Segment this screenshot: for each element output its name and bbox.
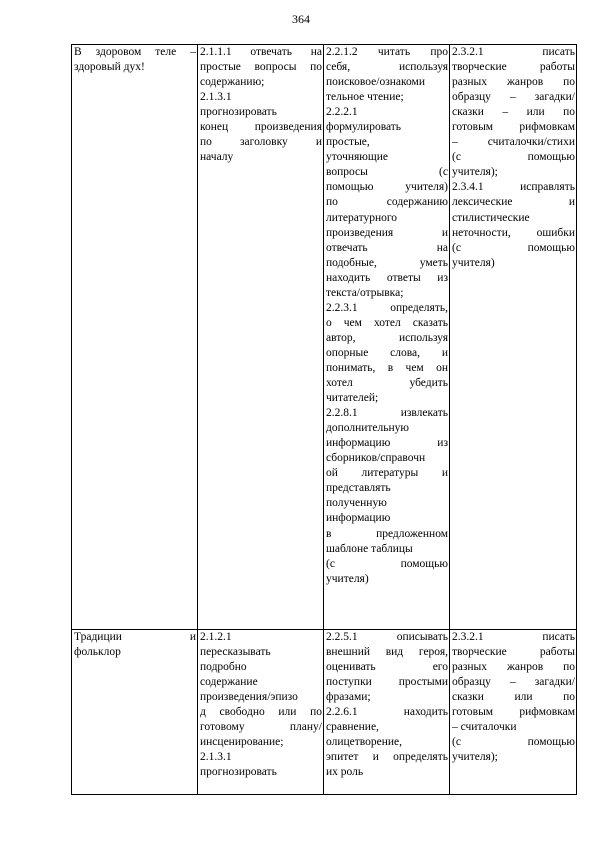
writing-cell bbox=[450, 45, 577, 630]
text-line: неточности, ошибки bbox=[452, 226, 575, 239]
text-line: отвечать на bbox=[326, 241, 448, 254]
text-line: хотел убедить bbox=[326, 377, 448, 390]
text-line: готовым рифмовкам bbox=[452, 706, 575, 719]
text-line: началу bbox=[200, 151, 234, 164]
text-line: 2.2.6.1 находить bbox=[326, 706, 448, 719]
text-line: образцу – загадки/ bbox=[452, 91, 575, 104]
text-line: полученную bbox=[326, 497, 387, 510]
text-line: 2.3.4.1 исправлять bbox=[452, 181, 575, 194]
text-line: помощью учителя) bbox=[326, 181, 448, 194]
text-line: тельное чтение; bbox=[326, 91, 404, 104]
text-line: информацию из bbox=[326, 437, 448, 450]
text-line: простые вопросы по bbox=[200, 61, 322, 74]
text-line: здоровый дух! bbox=[74, 61, 145, 74]
text-line: (с помощью bbox=[326, 557, 448, 570]
text-line: учителя); bbox=[452, 166, 498, 179]
text-line: литературного bbox=[326, 211, 398, 224]
text-line: образцу – загадки/ bbox=[452, 676, 575, 689]
text-line: (с помощью bbox=[452, 241, 575, 254]
text-line: – считалочки/стихи bbox=[452, 136, 575, 149]
text-line: прогнозировать bbox=[200, 106, 277, 119]
text-line: 2.2.2.1 bbox=[326, 106, 358, 119]
text-line: Традиции и bbox=[74, 631, 196, 643]
text-line: оценивать его bbox=[326, 661, 448, 674]
text-line: 2.2.1.2 читать про bbox=[326, 46, 448, 58]
text-line: опорные слова, и bbox=[326, 346, 448, 359]
text-line: 2.1.3.1 bbox=[200, 91, 232, 104]
reading-cell bbox=[324, 45, 450, 630]
text-line: автор, используя bbox=[326, 331, 448, 344]
text-line: (с помощью bbox=[452, 151, 575, 164]
text-line: учителя); bbox=[452, 751, 498, 764]
text-line: в предложенном bbox=[326, 527, 448, 540]
text-line: 2.3.2.1 писать bbox=[452, 631, 575, 643]
text-line: 2.1.2.1 bbox=[200, 631, 232, 643]
text-line: формулировать bbox=[326, 121, 402, 134]
text-line: сборников/справочн bbox=[326, 452, 426, 465]
text-line: стилистические bbox=[452, 211, 530, 224]
text-line: представлять bbox=[326, 482, 391, 495]
text-line: 2.1.3.1 bbox=[200, 751, 232, 764]
text-line: текста/отрывка; bbox=[326, 286, 404, 299]
text-line: учителя) bbox=[452, 256, 495, 269]
text-line: подробно bbox=[200, 661, 247, 674]
text-line: произведения и bbox=[326, 226, 448, 239]
text-line: содержание bbox=[200, 676, 258, 689]
text-line: подобные, уметь bbox=[326, 256, 448, 269]
text-line: сказки – или по bbox=[452, 106, 575, 119]
text-line: находить ответы из bbox=[326, 271, 448, 284]
text-line: читателей; bbox=[326, 392, 379, 405]
text-line: содержанию; bbox=[200, 76, 265, 89]
text-line: В здоровом теле – bbox=[74, 46, 196, 58]
text-line: понимать, в чем он bbox=[326, 361, 448, 374]
curriculum-table bbox=[71, 44, 577, 795]
text-line: разных жанров по bbox=[452, 76, 575, 89]
text-line: разных жанров по bbox=[452, 661, 575, 674]
text-line: шаблоне таблицы bbox=[326, 542, 413, 555]
table-row bbox=[72, 630, 577, 795]
text-line: фольклор bbox=[74, 646, 121, 659]
text-line: 2.2.5.1 описывать bbox=[326, 631, 448, 643]
text-line: поисковое/ознакоми bbox=[326, 76, 425, 89]
text-line: творческие работы bbox=[452, 646, 575, 659]
text-line: их роль bbox=[326, 766, 364, 779]
text-line: дополнительную bbox=[326, 422, 410, 435]
listening-cell bbox=[198, 630, 324, 795]
text-line: учителя) bbox=[326, 572, 369, 585]
page-number: 364 bbox=[292, 12, 310, 26]
table-row bbox=[72, 45, 577, 630]
text-line: поступки простыми bbox=[326, 676, 448, 689]
text-line: сказки или по bbox=[452, 691, 575, 704]
text-line: творческие работы bbox=[452, 61, 575, 74]
text-line: олицетворение, bbox=[326, 736, 403, 749]
text-line: (с помощью bbox=[452, 736, 575, 749]
reading-cell bbox=[324, 630, 450, 795]
text-line: вопросы (с bbox=[326, 166, 448, 179]
writing-cell bbox=[450, 630, 577, 795]
text-line: 2.2.3.1 определять, bbox=[326, 301, 448, 314]
text-line: инсценирование; bbox=[200, 736, 284, 749]
topic-cell bbox=[72, 45, 198, 630]
text-line: пересказывать bbox=[200, 646, 271, 659]
text-line: – считалочки bbox=[452, 721, 517, 734]
text-line: уточняющие bbox=[326, 151, 389, 164]
text-line: эпитет и определять bbox=[326, 751, 448, 764]
text-line: 2.1.1.1 отвечать на bbox=[200, 46, 322, 58]
text-line: по содержанию bbox=[326, 196, 448, 209]
text-line: внешний вид героя, bbox=[326, 646, 448, 659]
listening-cell bbox=[198, 45, 324, 630]
text-line: информацию bbox=[326, 512, 391, 525]
text-line: сравнение, bbox=[326, 721, 379, 734]
text-line: фразами; bbox=[326, 691, 371, 704]
text-line: ой литературы и bbox=[326, 467, 448, 480]
topic-cell bbox=[72, 630, 198, 795]
text-line: себя, используя bbox=[326, 61, 448, 74]
text-line: прогнозировать bbox=[200, 766, 277, 779]
text-line: по заголовку и bbox=[200, 136, 322, 149]
text-line: произведения/эпизо bbox=[200, 691, 298, 704]
text-line: простые, bbox=[326, 136, 370, 149]
text-line: 2.3.2.1 писать bbox=[452, 46, 575, 58]
text-line: готовым рифмовкам bbox=[452, 121, 575, 134]
text-line: д свободно или по bbox=[200, 706, 322, 719]
text-line: о чем хотел сказать bbox=[326, 316, 448, 329]
text-line: готовому плану/ bbox=[200, 721, 322, 734]
text-line: лексические и bbox=[452, 196, 575, 209]
text-line: конец произведения bbox=[200, 121, 322, 134]
text-line: 2.2.8.1 извлекать bbox=[326, 407, 448, 420]
